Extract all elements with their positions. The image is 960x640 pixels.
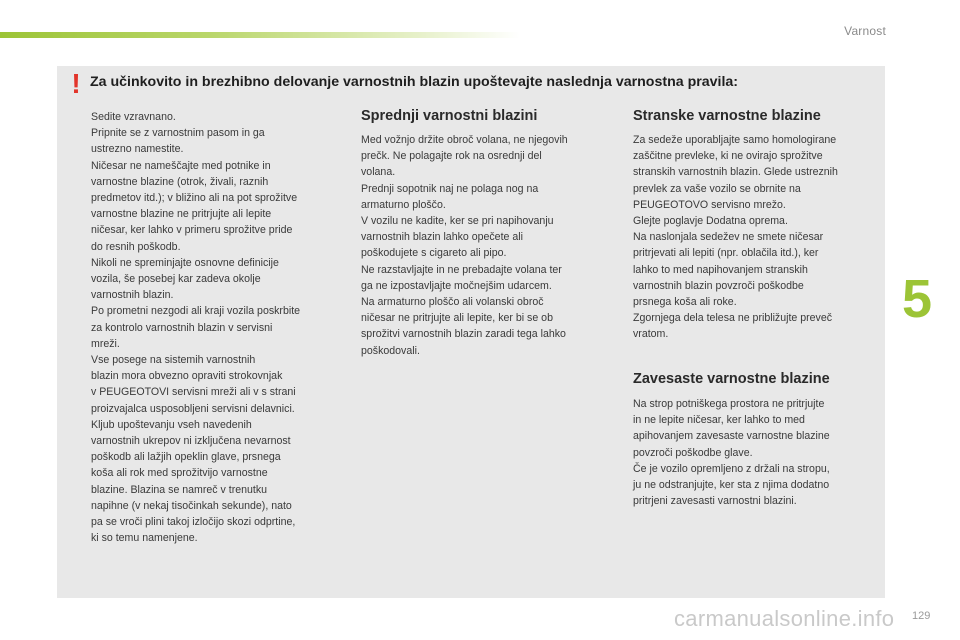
side-airbags-heading: Stranske varnostne blazine xyxy=(633,108,821,124)
front-airbags-text: Med vožnjo držite obroč volana, ne njegovih prečk. Ne polagajte rok na osrednji del volana. Prednji sopotnik naj ne polaga nog na armaturno ploščo. V vozilu ne kadite, ker se pri napihovanju varnostnih blazin lahko opečete ali poškodujete s cigareto ali pipo. Ne razstavljajte in ne prebadajte volana ter ga ne izpostavljajte močnejšim udarcem. Na armaturno ploščo ali volanski obroč ničesar ne pritrjujte ali lepite, ker bi se ob sprožitvi varnostnih blazin zaradi tega lahko poškodovali. xyxy=(361,134,568,357)
curtain-airbags-text: Na strop potniškega prostora ne pritrjujte in ne lepite ničesar, ker lahko to med apihovanjem zavesaste varnostne blazine povzroči poškodbe glave. Če je vozilo opremljeno z držali na stropu, ju ne odstranjujte, ker sta z njima dodatno pritrjeni zavesasti varnostni blazini. xyxy=(633,398,830,508)
curtain-airbags-heading: Zavesaste varnostne blazine xyxy=(633,371,830,387)
side-airbags-text: Za sedeže uporabljajte samo homologirane zaščitne prevleke, ki ne ovirajo sprožitve stranskih varnostnih blazin. Glede ustreznih prevlek za vaše vozilo se obrnite na PEUGEOTOVO servisno mrežo. Glejte poglavje Dodatna oprema. Na naslonjala sedežev ne smete ničesar pritrjevati ali lepiti (npr. oblačila itd.), ker lahko to med napihovanjem stranskih varnostnih blazin povzroči poškodbe prsnega koša ali roke. Zgornjega dela telesa ne približujte preveč vratom. xyxy=(633,134,838,341)
header-accent-bar xyxy=(0,32,520,38)
section-title: Varnost xyxy=(844,24,886,38)
front-airbags-heading: Sprednji varnostni blazini xyxy=(361,108,538,124)
watermark: carmanualsonline.info xyxy=(674,606,895,631)
exclamation-icon: ! xyxy=(71,68,81,99)
general-rules-text: Sedite vzravnano. Pripnite se z varnostnim pasom in ga ustrezno namestite. Ničesar ne nameščajte med potnike in varnostne blazine (otrok, živali, raznih predmetov itd.); v bližino ali na pot sprožitve varnostne blazine ne pritrjujte ali lepite ničesar, ker lahko v primeru sprožitve pride do resnih poškodb. Nikoli ne spreminjajte osnovne definicije vozila, še posebej kar zadeva okolje varnostnih blazin. Po prometni nezgodi ali kraji vozila poskrbite za kontrolo varnostnih blazin v servisni mreži. Vse posege na sistemih varnostnih blazin mora obvezno opraviti strokovnjak v PEUGEOTOVI servisni mreži ali v s strani proizvajalca usposobljeni servisni delavnici. Kljub upoštevanju vseh navedenih varnostnih ukrepov ni izključena nevarnost poškodb ali lažjih opeklin glave, prsnega koša ali rok med sprožitvijo varnostne blazine. Blazina se namreč v trenutku napihne (v nekaj tisočinkah sekunde), nato pa se vroči plini takoj izločijo skozi odprtine, ki so temu namenjene. xyxy=(91,111,301,545)
warning-title: Za učinkovito in brezhibno delovanje varnostnih blazin upoštevajte naslednja varnostna pravila: xyxy=(90,74,739,90)
page-number: 129 xyxy=(912,610,931,622)
chapter-number: 5 xyxy=(902,269,933,329)
